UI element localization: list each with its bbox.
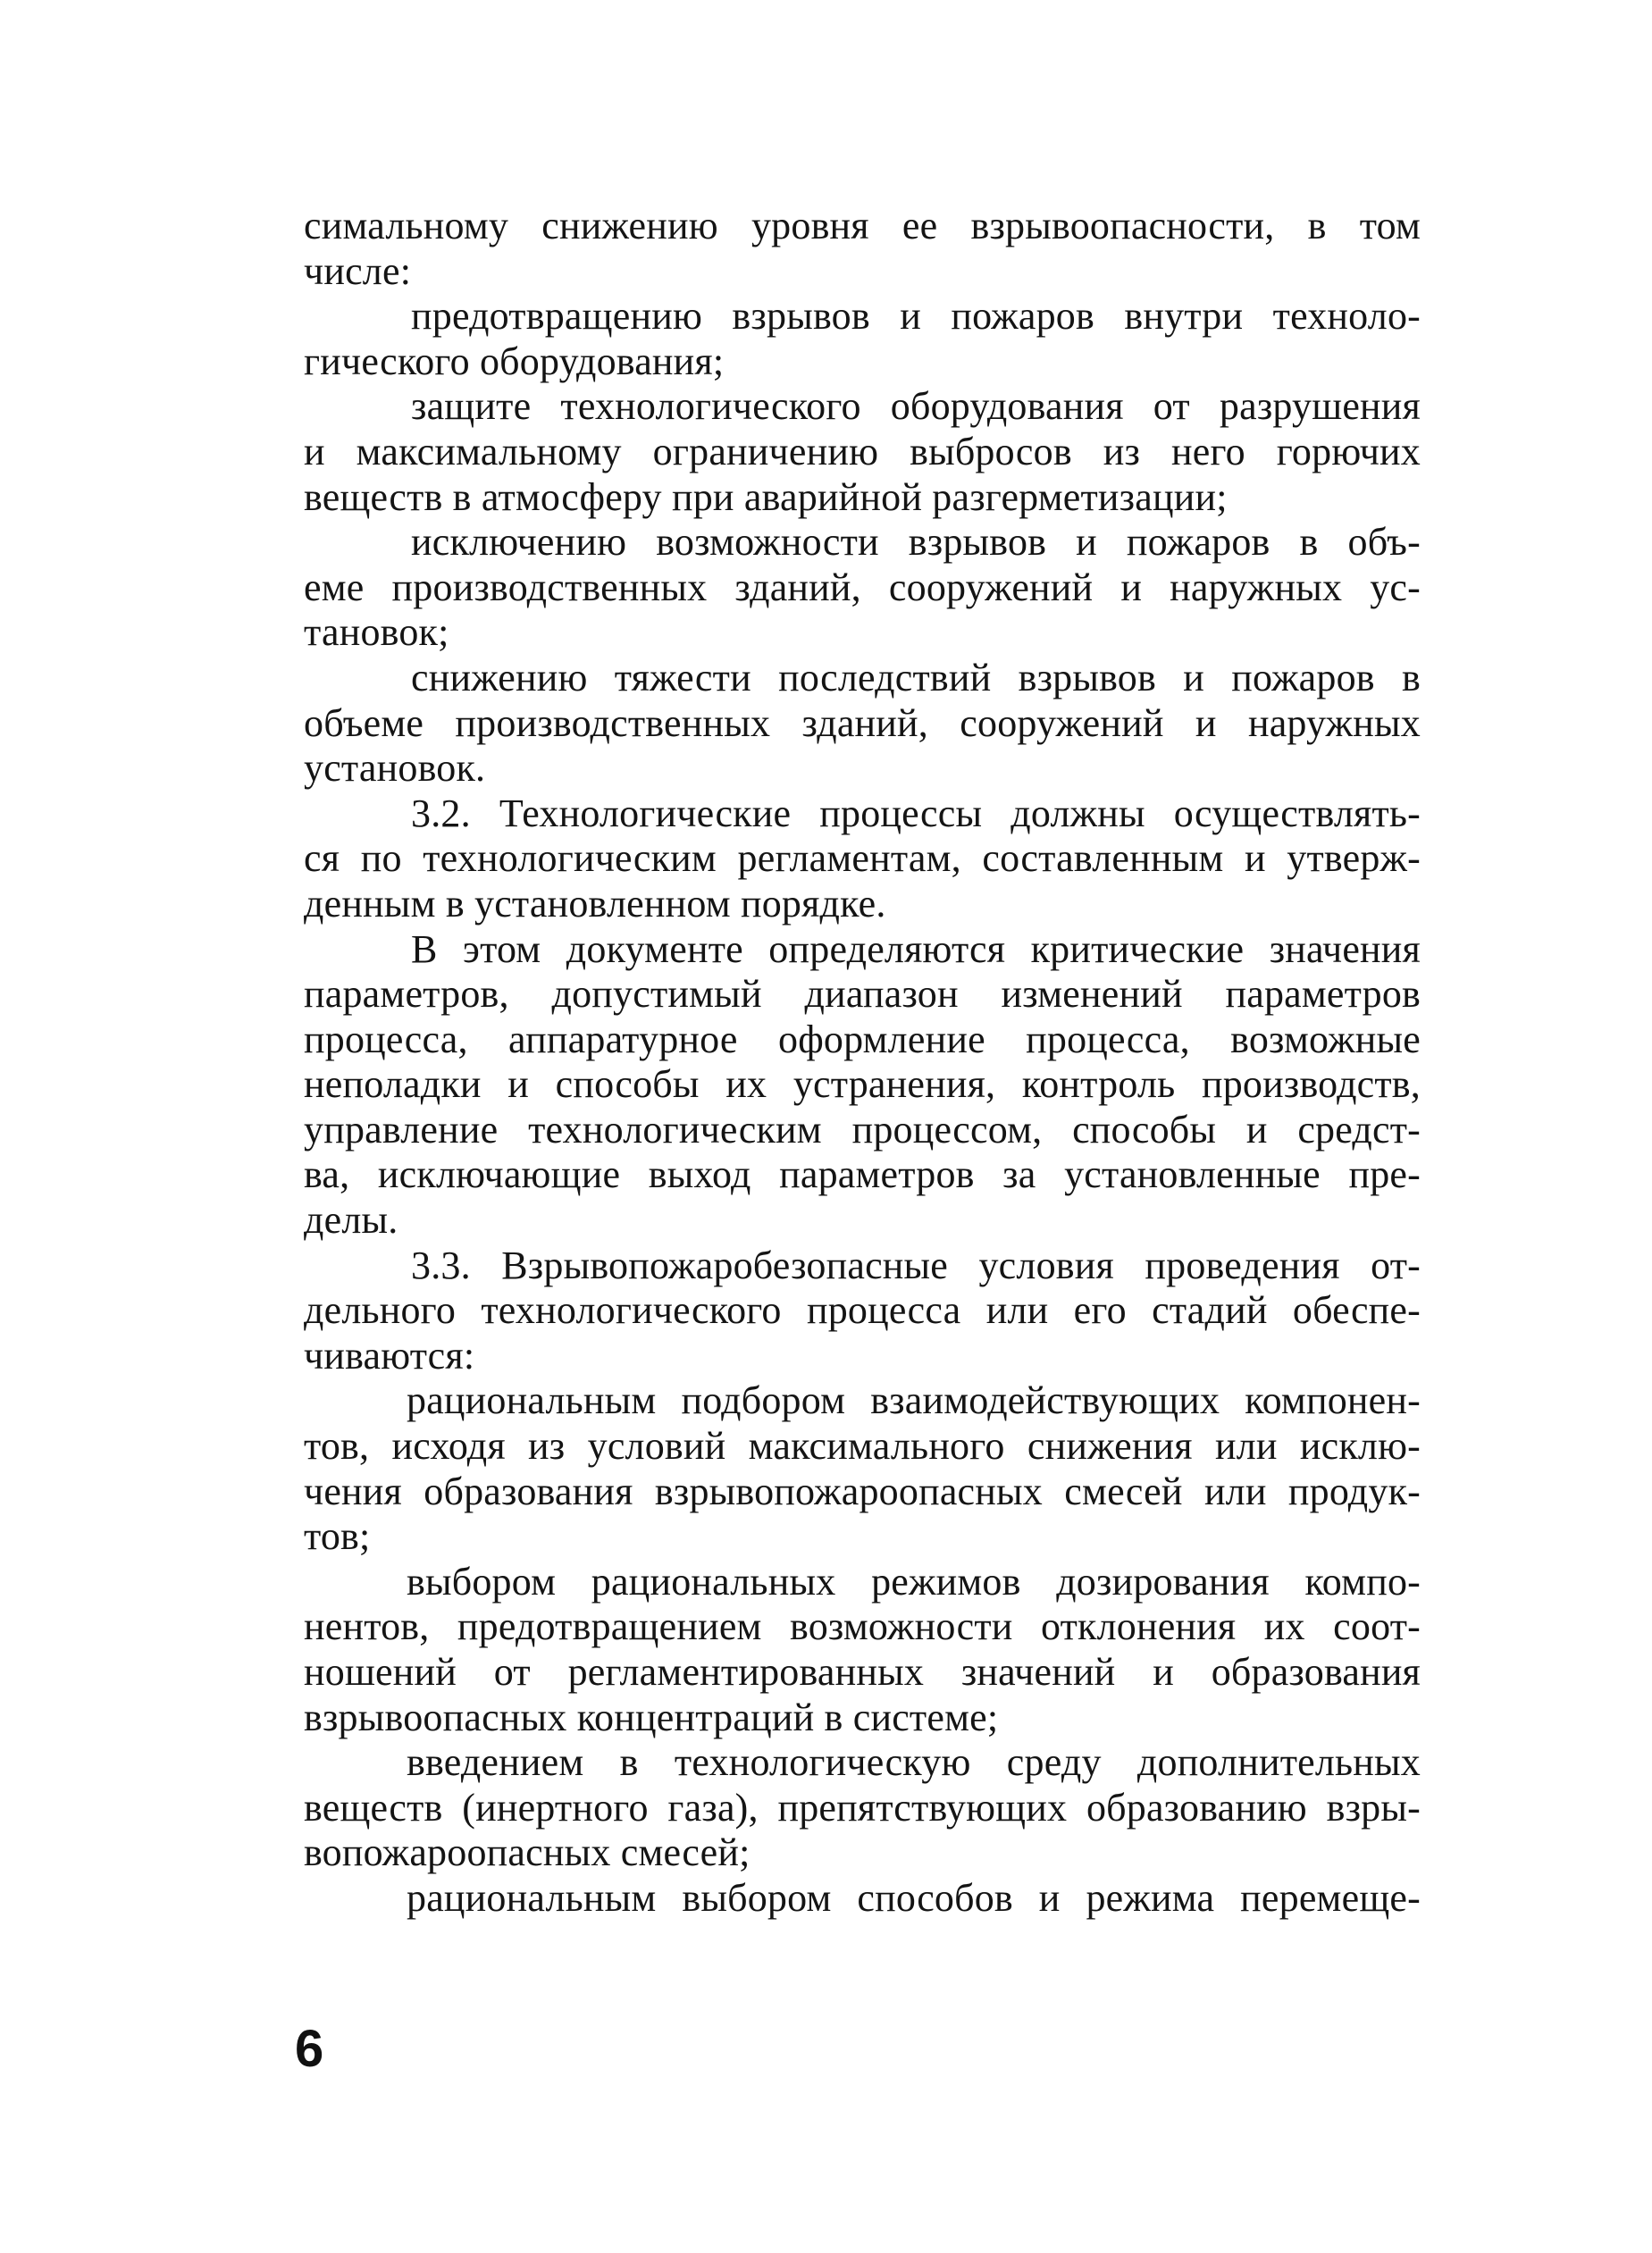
text-line: чения образования взрывопожароопасных смесей или продук- — [304, 1469, 1421, 1513]
text-line: 3.3. Взрывопожаробезопасные условия проведения от- — [411, 1243, 1421, 1287]
text-line: нентов, предотвращением возможности отклонения их соот- — [304, 1604, 1421, 1649]
text-line: еме производственных зданий, сооружений и наружных ус- — [304, 565, 1421, 609]
text-line: симальному снижению уровня ее взрывоопасности, в том — [304, 204, 1421, 247]
text-line: исключению возможности взрывов и пожаров в объ- — [411, 520, 1421, 565]
text-line: ся по технологическим регламентам, составленным и утверж- — [304, 836, 1421, 881]
text-line: защите технологического оборудования от разрушения — [411, 384, 1421, 429]
text-line: чиваются: — [304, 1333, 475, 1378]
text-line: денным в установленном порядке. — [304, 881, 886, 925]
text-line: тановок; — [304, 610, 449, 655]
page-number: 6 — [295, 2020, 324, 2078]
text-line: дельного технологического процесса или его стадий обеспе- — [304, 1288, 1421, 1333]
text-line: объеме производственных зданий, сооружений и наружных — [304, 700, 1421, 745]
text-line: снижению тяжести последствий взрывов и пожаров в — [411, 655, 1421, 699]
text-line: ва, исключающие выход параметров за установленные пре- — [304, 1152, 1421, 1197]
text-line: параметров, допустимый диапазон изменений параметров — [304, 972, 1421, 1017]
text-line: тов; — [304, 1514, 371, 1559]
text-line: делы. — [304, 1198, 398, 1243]
text-line: ношений от регламентированных значений и образования — [304, 1650, 1421, 1694]
text-line: предотвращению взрывов и пожаров внутри техноло- — [411, 294, 1421, 339]
text-line: 3.2. Технологические процессы должны осуществлять- — [411, 791, 1421, 835]
text-line: рациональным подбором взаимодействующих компонен- — [407, 1378, 1421, 1423]
text-line: установок. — [304, 746, 486, 791]
text-line: рациональным выбором способов и режима перемеще- — [407, 1875, 1421, 1920]
text-line: неполадки и способы их устранения, контроль производств, — [304, 1062, 1421, 1107]
text-line: введением в технологическую среду дополнительных — [407, 1740, 1421, 1785]
text-line: и максимальному ограничению выбросов из него горючих — [304, 429, 1421, 473]
text-line: веществ в атмосферу при аварийной разгерметизации; — [304, 474, 1228, 519]
body-text — [304, 204, 1421, 1922]
text-line: В этом документе определяются критические значения — [411, 926, 1421, 971]
text-line: вопожароопасных смесей; — [304, 1830, 751, 1875]
text-line: управление технологическим процессом, способы и средст- — [304, 1107, 1421, 1152]
text-line: веществ (инертного газа), препятствующих образованию взры- — [304, 1785, 1421, 1830]
text-line: тов, исходя из условий максимального снижения или исклю- — [304, 1424, 1421, 1469]
text-line: выбором рациональных режимов дозирования компо- — [407, 1559, 1421, 1604]
text-line: числе: — [304, 248, 412, 293]
text-line: процесса, аппаратурное оформление процесса, возможные — [304, 1017, 1421, 1061]
text-line: гического оборудования; — [304, 339, 725, 383]
text-line: взрывоопасных концентраций в системе; — [304, 1695, 999, 1739]
